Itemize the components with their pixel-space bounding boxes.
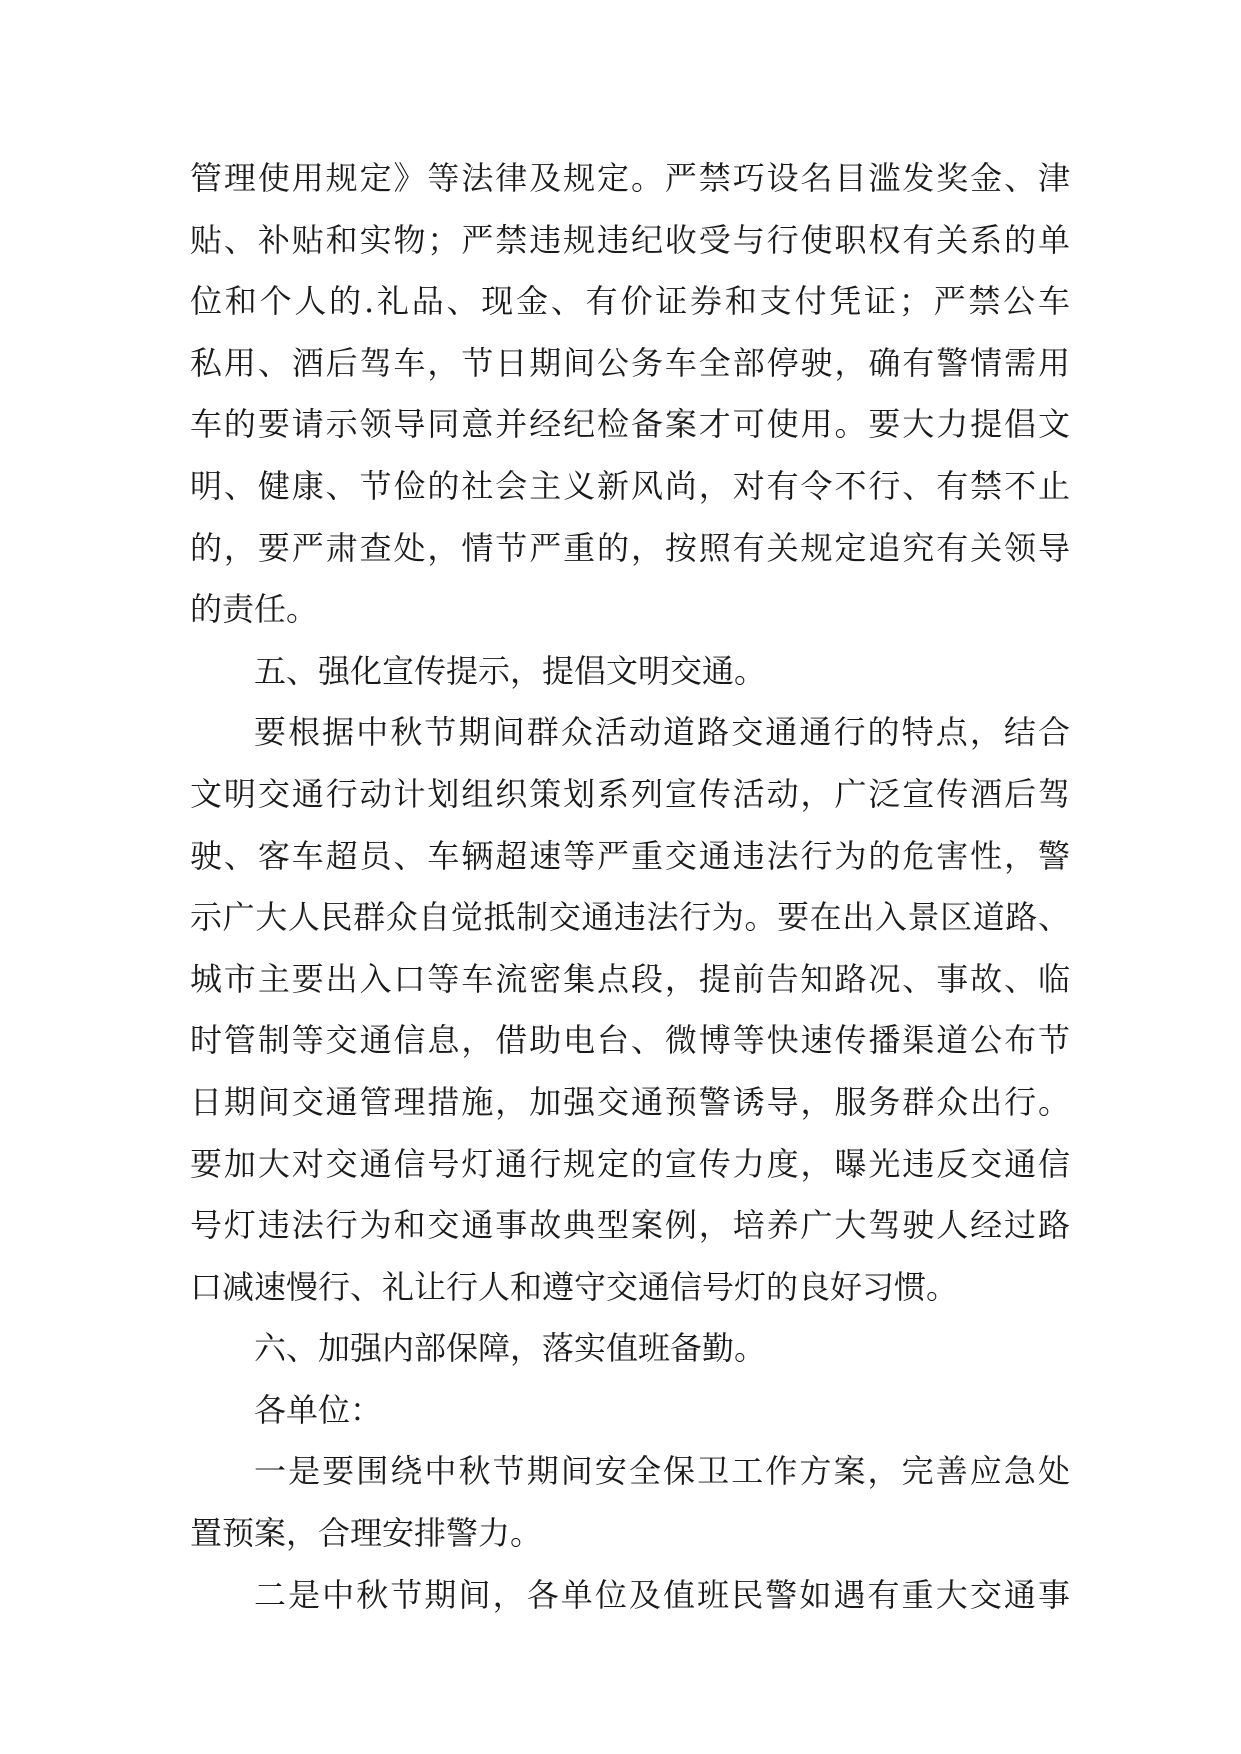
text-line: 文明交通行动计划组织策划系列宣传活动，广泛宣传酒后驾	[190, 774, 1070, 813]
text-line: 管理使用规定》等法律及规定。严禁巧设名目滥发奖金、津	[190, 159, 1070, 197]
text-line: 置预案，合理安排警力。	[190, 1514, 543, 1553]
text-line: 要根据中秋节期间群众活动道路交通通行的特点，结合	[254, 713, 1070, 752]
text-line: 明、健康、节俭的社会主义新风尚，对有令不行、有禁不止	[190, 466, 1070, 505]
text-line: 私用、酒后驾车，节日期间公务车全部停驶，确有警情需用	[190, 343, 1070, 382]
text-line: 位和个人的.礼品、现金、有价证券和支付凭证；严禁公车	[190, 282, 1070, 321]
text-line: 的，要严肃查处，情节严重的，按照有关规定追究有关领导	[190, 528, 1070, 567]
document-body	[190, 148, 1070, 1626]
text-line: 贴、补贴和实物；严禁违规违纪收受与行使职权有关系的单	[190, 220, 1070, 259]
text-line: 口减速慢行、礼让行人和遵守交通信号灯的良好习惯。	[190, 1267, 959, 1306]
text-line: 各单位：	[254, 1390, 383, 1429]
section-heading: 五、强化宣传提示，提倡文明交通。	[254, 651, 767, 690]
text-line: 城市主要出入口等车流密集点段，提前告知路况、事故、临	[190, 959, 1070, 998]
text-line: 要加大对交通信号灯通行规定的宣传力度，曝光违反交通信	[190, 1144, 1070, 1183]
text-line: 号灯违法行为和交通事故典型案例，培养广大驾驶人经过路	[190, 1206, 1070, 1245]
text-line: 日期间交通管理措施，加强交通预警诱导，服务群众出行。	[190, 1082, 1070, 1121]
text-line: 驶、客车超员、车辆超速等严重交通违法行为的危害性，警	[190, 836, 1070, 875]
text-line: 的责任。	[190, 590, 319, 629]
text-line: 一是要围绕中秋节期间安全保卫工作方案，完善应急处	[254, 1452, 1070, 1491]
text-line: 车的要请示领导同意并经纪检备案才可使用。要大力提倡文	[190, 405, 1070, 444]
text-line: 时管制等交通信息，借助电台、微博等快速传播渠道公布节	[190, 1021, 1070, 1060]
section-heading: 六、加强内部保障，落实值班备勤。	[254, 1329, 767, 1368]
text-line: 二是中秋节期间，各单位及值班民警如遇有重大交通事	[254, 1575, 1070, 1614]
text-line: 示广大人民群众自觉抵制交通违法行为。要在出入景区道路、	[190, 898, 1070, 937]
